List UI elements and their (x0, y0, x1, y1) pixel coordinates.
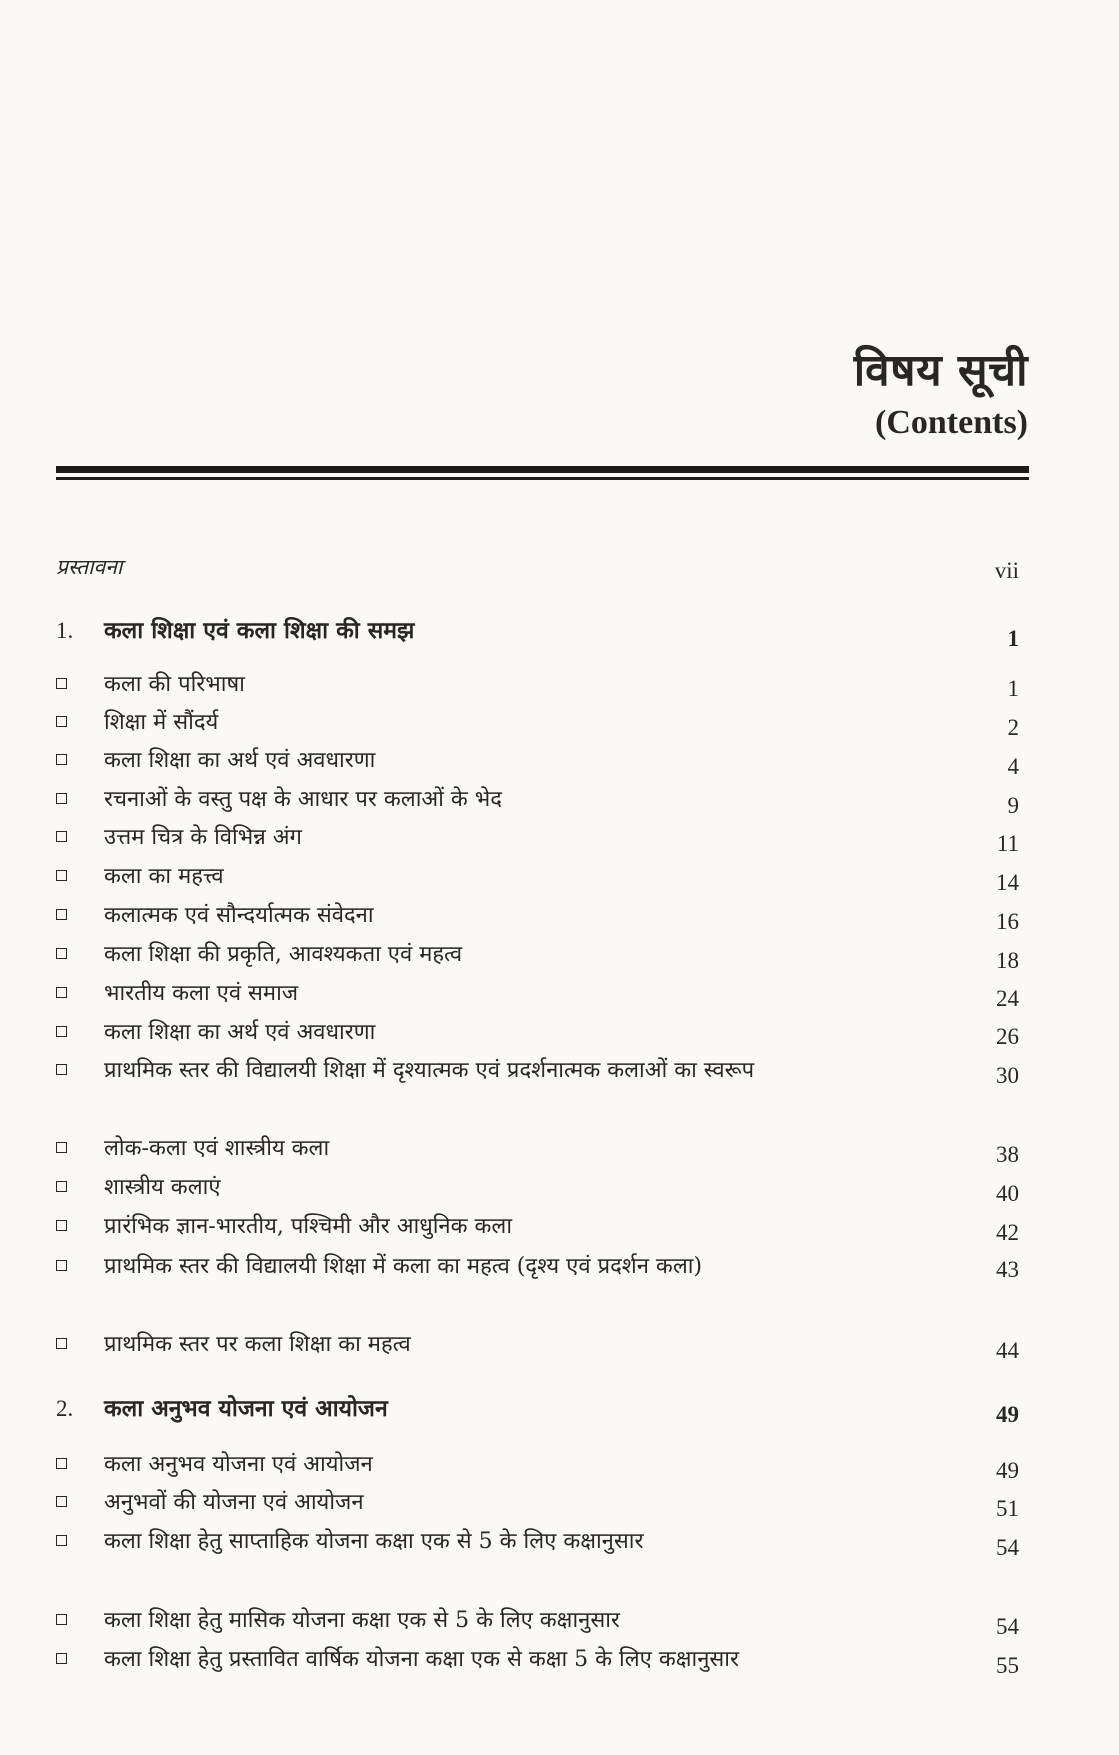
checkbox-bullet-icon (56, 678, 67, 689)
toc-item-page: 54 (996, 1614, 1019, 1639)
checkbox-bullet-icon (56, 948, 67, 959)
toc-item-title: कला की परिभाषा (104, 672, 245, 697)
toc-item-title: कला शिक्षा की प्रकृति, आवश्यकता एवं महत्व (104, 942, 463, 967)
toc-item-page: 49 (996, 1458, 1019, 1483)
toc-item-page: 4 (1007, 754, 1019, 779)
toc-item-title: कलात्मक एवं सौन्दर्यात्मक संवेदना (104, 903, 374, 928)
toc-item-title: प्राथमिक स्तर की विद्यालयी शिक्षा में कला का महत्व (दृश्य एवं प्रदर्शन कला) (104, 1254, 703, 1279)
chapter-number: 2. (56, 1396, 74, 1421)
toc-item-page: 51 (996, 1496, 1019, 1521)
checkbox-bullet-icon (56, 1026, 67, 1037)
toc-item-title: कला शिक्षा हेतु प्रस्तावित वार्षिक योजना कक्षा एक से कक्षा 5 के लिए कक्षानुसार (104, 1647, 739, 1672)
checkbox-bullet-icon (56, 793, 67, 804)
chapter-page: 1 (1007, 626, 1019, 651)
checkbox-bullet-icon (56, 1458, 67, 1469)
toc-item-page: 18 (996, 948, 1019, 973)
preface-label: प्रस्तावना (56, 555, 123, 579)
toc-item-page: 9 (1007, 793, 1019, 818)
toc-item-title: कला शिक्षा हेतु मासिक योजना कक्षा एक से 5 के लिए कक्षानुसार (104, 1608, 620, 1633)
toc-item-page: 54 (996, 1535, 1019, 1560)
checkbox-bullet-icon (56, 1614, 67, 1625)
toc-item-page: 30 (996, 1063, 1019, 1088)
toc-item-page: 16 (996, 909, 1019, 934)
toc-item-page: 42 (996, 1220, 1019, 1245)
chapter-page: 49 (996, 1402, 1019, 1427)
page-title-hindi: विषय सूची (853, 345, 1028, 396)
toc-item-title: कला का महत्त्व (104, 864, 224, 889)
checkbox-bullet-icon (56, 870, 67, 881)
toc-item-page: 26 (996, 1024, 1019, 1049)
toc-item-page: 55 (996, 1653, 1019, 1678)
checkbox-bullet-icon (56, 1181, 67, 1192)
checkbox-bullet-icon (56, 1338, 67, 1349)
toc-item-page: 38 (996, 1142, 1019, 1167)
toc-item-title: प्राथमिक स्तर पर कला शिक्षा का महत्व (104, 1332, 411, 1357)
toc-item-title: लोक-कला एवं शास्त्रीय कला (104, 1136, 330, 1161)
toc-item-page: 11 (996, 831, 1019, 856)
toc-item-title: कला शिक्षा हेतु साप्ताहिक योजना कक्षा एक से 5 के लिए कक्षानुसार (104, 1529, 644, 1554)
toc-item-title: उत्तम चित्र के विभिन्न अंग (104, 825, 302, 850)
toc-item-title: प्राथमिक स्तर की विद्यालयी शिक्षा में दृश्यात्मक एवं प्रदर्शनात्मक कलाओं का स्वरूप (104, 1058, 755, 1083)
page-title-english: (Contents) (875, 404, 1028, 441)
toc-item-title: कला शिक्षा का अर्थ एवं अवधारणा (104, 748, 376, 773)
toc-item-page: 40 (996, 1181, 1019, 1206)
checkbox-bullet-icon (56, 909, 67, 920)
chapter-number: 1. (56, 618, 74, 643)
toc-item-page: 44 (996, 1338, 1019, 1363)
toc-item-page: 1 (1007, 676, 1019, 701)
toc-item-title: प्रारंभिक ज्ञान-भारतीय, पश्चिमी और आधुनिक कला (104, 1214, 513, 1239)
checkbox-bullet-icon (56, 1064, 67, 1075)
checkbox-bullet-icon (56, 716, 67, 727)
toc-item-page: 24 (996, 986, 1019, 1011)
preface-page: vii (994, 558, 1019, 583)
checkbox-bullet-icon (56, 987, 67, 998)
checkbox-bullet-icon (56, 1142, 67, 1153)
toc-item-title: कला शिक्षा का अर्थ एवं अवधारणा (104, 1020, 376, 1045)
checkbox-bullet-icon (56, 1496, 67, 1507)
chapter-title: कला अनुभव योजना एवं आयोजन (104, 1395, 388, 1422)
toc-item-page: 2 (1007, 715, 1019, 740)
toc-item-title: शास्त्रीय कलाएं (104, 1175, 221, 1200)
chapter-title: कला शिक्षा एवं कला शिक्षा की समझ (104, 617, 415, 644)
toc-item-title: अनुभवों की योजना एवं आयोजन (104, 1490, 364, 1515)
checkbox-bullet-icon (56, 754, 67, 765)
checkbox-bullet-icon (56, 1535, 67, 1546)
toc-item-page: 14 (996, 870, 1019, 895)
checkbox-bullet-icon (56, 1220, 67, 1231)
toc-item-title: रचनाओं के वस्तु पक्ष के आधार पर कलाओं के भेद (104, 787, 502, 812)
toc-item-page: 43 (996, 1257, 1019, 1282)
checkbox-bullet-icon (56, 1653, 67, 1664)
toc-item-title: शिक्षा में सौंदर्य (104, 710, 219, 735)
checkbox-bullet-icon (56, 1260, 67, 1271)
toc-item-title: कला अनुभव योजना एवं आयोजन (104, 1452, 373, 1477)
toc-item-title: भारतीय कला एवं समाज (104, 981, 299, 1006)
checkbox-bullet-icon (56, 831, 67, 842)
